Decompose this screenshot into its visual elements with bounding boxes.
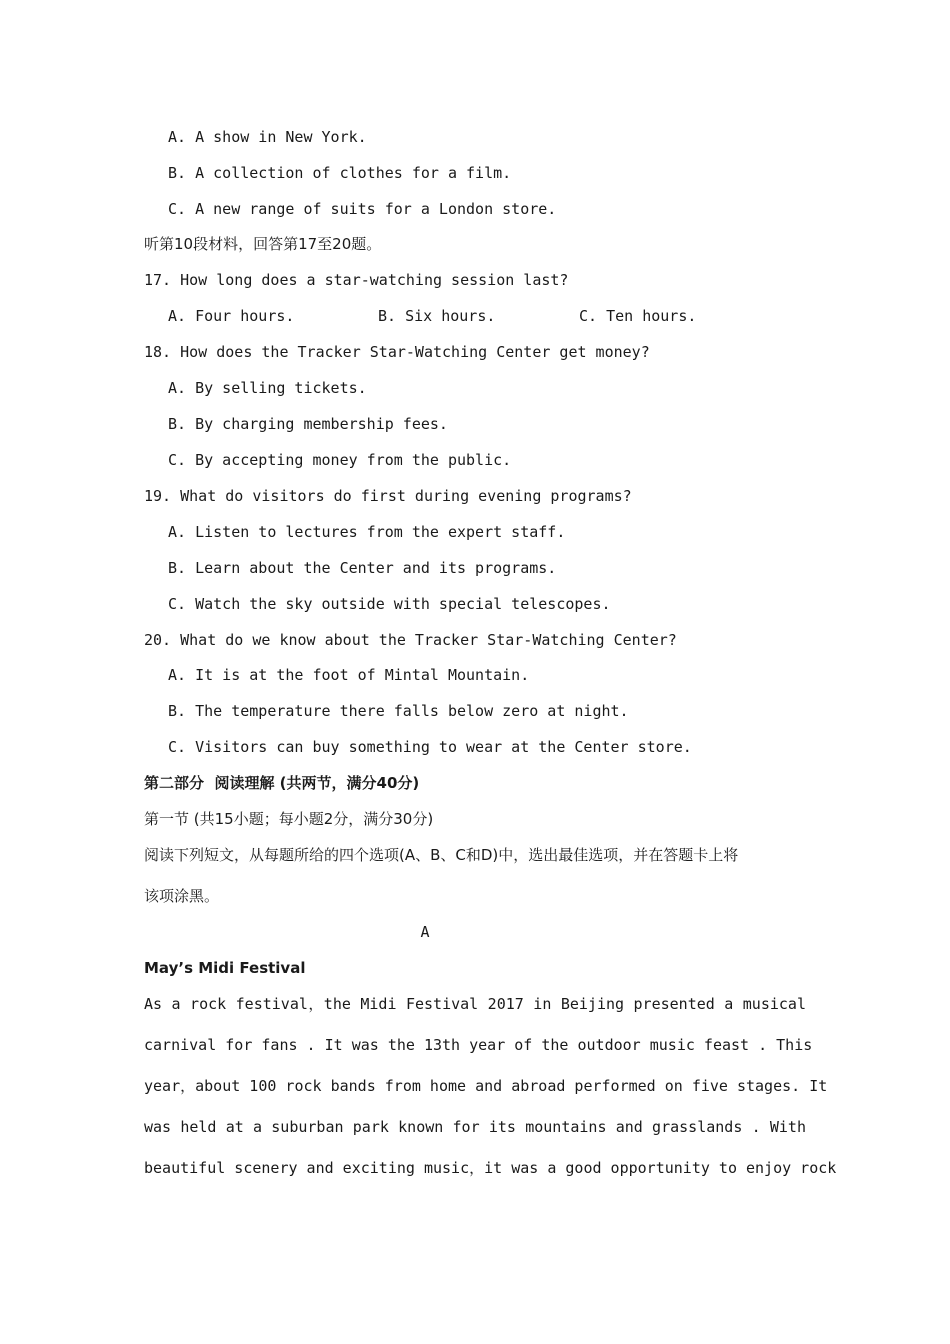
q19-option-c: C. Watch the sky outside with special telescopes. bbox=[168, 595, 611, 613]
q20-question: 20. What do we know about the Tracker Star-Watching Center? bbox=[144, 631, 677, 649]
q17-question: 17. How long does a star-watching session last? bbox=[144, 271, 569, 289]
passage-line: beautiful scenery and exciting music，it was a good opportunity to enjoy rock bbox=[144, 1159, 837, 1177]
q18-option-a: A. By selling tickets. bbox=[168, 379, 367, 397]
q19-option-b: B. Learn about the Center and its programs. bbox=[168, 559, 557, 577]
part2-section1-heading: 第一节 (共15小题；每小题2分，满分30分) bbox=[144, 810, 434, 828]
q18-question: 18. How does the Tracker Star-Watching Center get money? bbox=[144, 343, 650, 361]
section10-instruction: 听第10段材料，回答第17至20题。 bbox=[144, 235, 382, 253]
q20-option-b: B. The temperature there falls below zero at night. bbox=[168, 702, 629, 720]
q18-option-c: C. By accepting money from the public. bbox=[168, 451, 512, 469]
q19-question: 19. What do visitors do first during evening programs? bbox=[144, 487, 632, 505]
part2-instruction-line2: 该项涂黑。 bbox=[144, 887, 220, 905]
part2-instruction-line1: 阅读下列短文，从每题所给的四个选项(A、B、C和D)中，选出最佳选项，并在答题卡上将 bbox=[144, 846, 739, 864]
q17-option-c: C. Ten hours. bbox=[579, 307, 697, 325]
passage-line: year，about 100 rock bands from home and abroad performed on five stages. It bbox=[144, 1077, 828, 1095]
passage-line: As a rock festival，the Midi Festival 2017 in Beijing presented a musical bbox=[144, 995, 806, 1013]
passage-letter: A bbox=[420, 923, 430, 941]
q20-option-c: C. Visitors can buy something to wear at the Center store. bbox=[168, 738, 692, 756]
passage-title: May’s Midi Festival bbox=[144, 959, 306, 977]
q18-option-b: B. By charging membership fees. bbox=[168, 415, 448, 433]
q16-option-b: B. A collection of clothes for a film. bbox=[168, 164, 512, 182]
q16-option-c: C. A new range of suits for a London store. bbox=[168, 200, 557, 218]
passage-line: carnival for fans . It was the 13th year of the outdoor music feast . This bbox=[144, 1036, 813, 1054]
part2-heading: 第二部分 阅读理解 (共两节，满分40分) bbox=[144, 774, 420, 792]
q17-option-a: A. Four hours. bbox=[168, 307, 295, 325]
q20-option-a: A. It is at the foot of Mintal Mountain. bbox=[168, 666, 530, 684]
q19-option-a: A. Listen to lectures from the expert staff. bbox=[168, 523, 566, 541]
q16-option-a: A. A show in New York. bbox=[168, 128, 367, 146]
q17-option-b: B. Six hours. bbox=[378, 307, 496, 325]
passage-line: was held at a suburban park known for its mountains and grasslands . With bbox=[144, 1118, 806, 1136]
